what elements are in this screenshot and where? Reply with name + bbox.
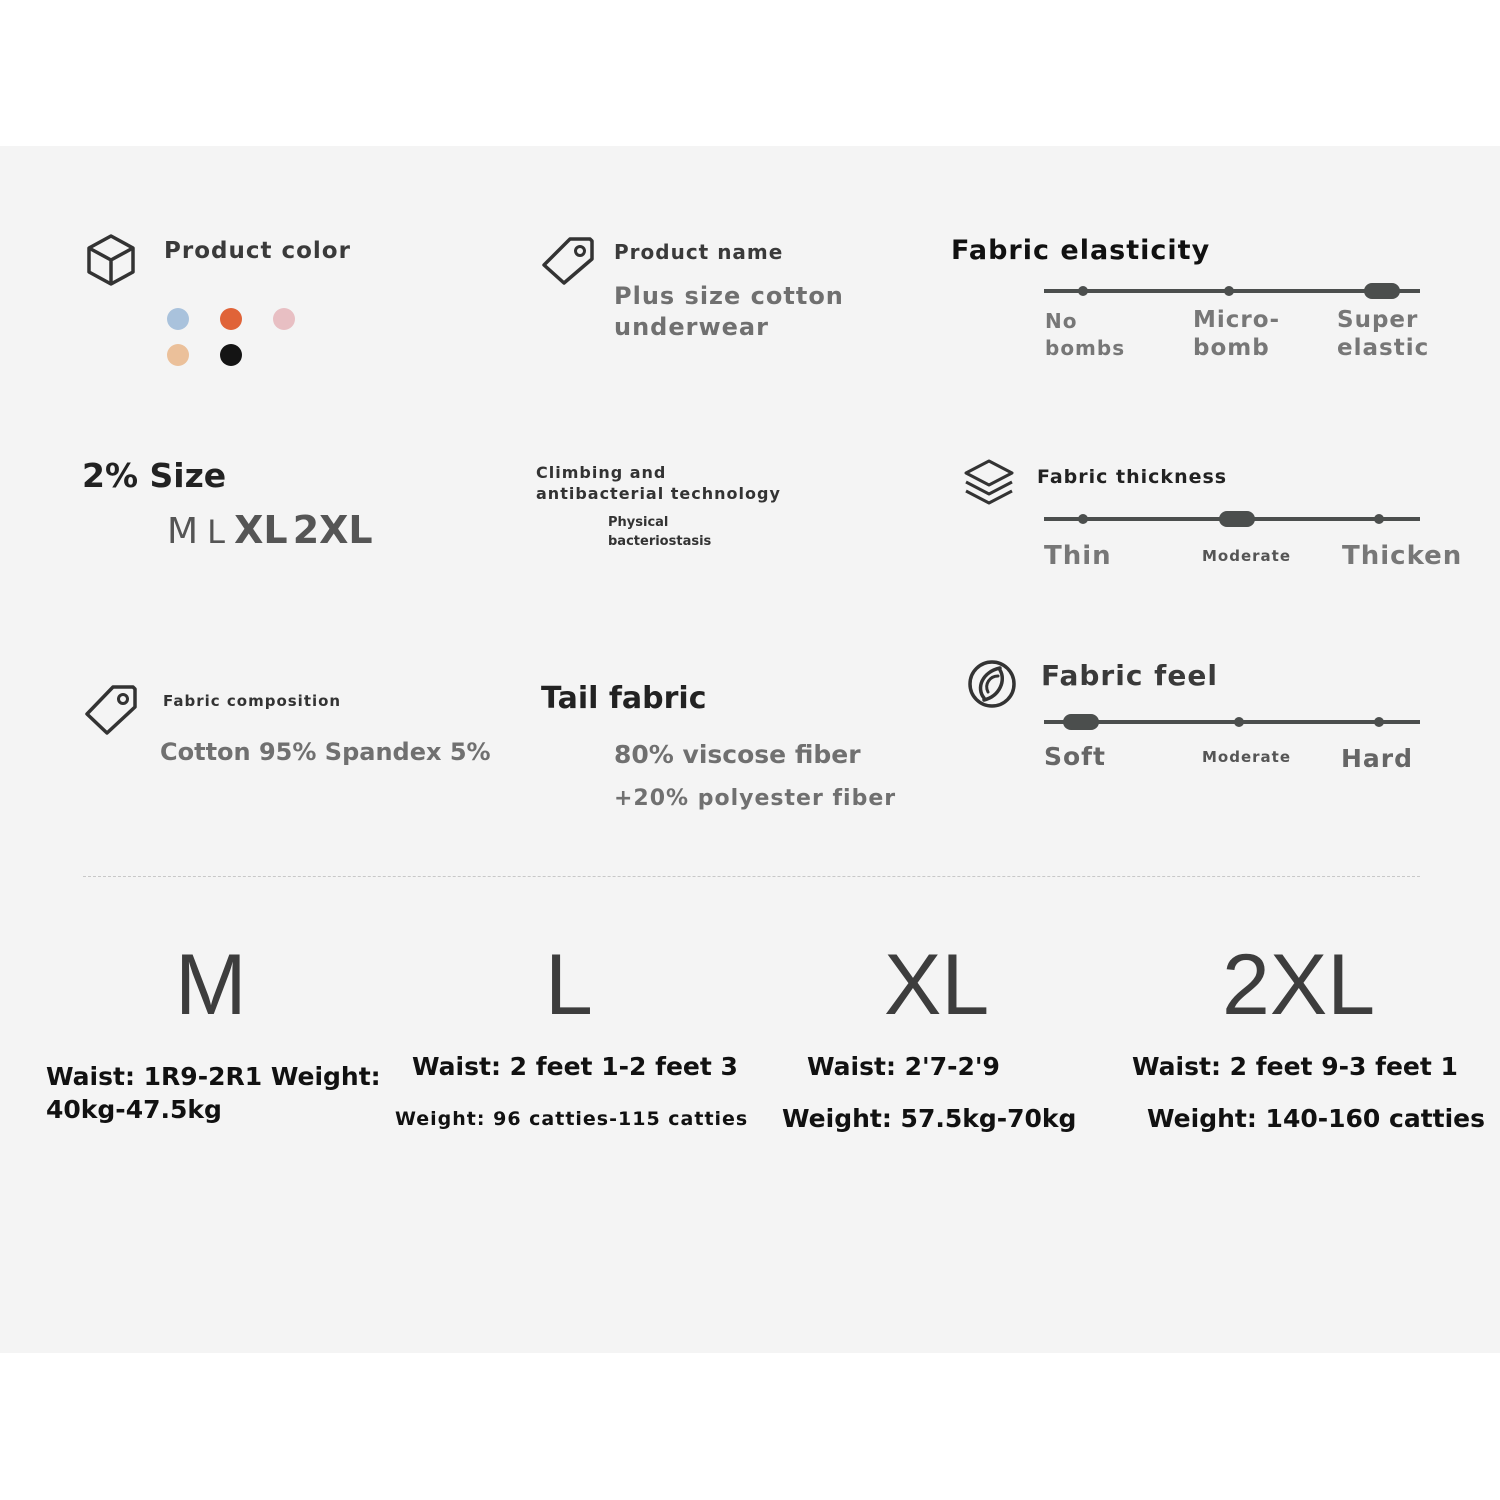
technology-sub1: Physical xyxy=(608,515,669,530)
feel-marker-3 xyxy=(1374,717,1384,727)
fabric-elasticity-title: Fabric elasticity xyxy=(951,235,1211,266)
size-chart-m-line1: Waist: 1R9-2R1 Weight: xyxy=(46,1062,381,1091)
size-chart-l-line2: Weight: 96 catties-115 catties xyxy=(395,1108,749,1130)
size-chart-l-label: L xyxy=(545,937,593,1033)
elasticity-label-1b: bombs xyxy=(1045,336,1126,360)
elasticity-label-2b: bomb xyxy=(1193,335,1270,361)
feel-marker-2 xyxy=(1234,717,1244,727)
size-chart-2xl-label: 2XL xyxy=(1222,937,1376,1033)
size-title: 2% Size xyxy=(82,456,227,495)
section-divider xyxy=(83,876,1420,877)
size-chart-m-line2: 40kg-47.5kg xyxy=(46,1095,222,1124)
tag-icon xyxy=(83,683,139,737)
thickness-marker-1 xyxy=(1078,514,1088,524)
thickness-marker-3 xyxy=(1374,514,1384,524)
elasticity-marker-3-selected xyxy=(1364,283,1400,299)
thickness-marker-2-selected xyxy=(1219,511,1255,527)
cube-icon xyxy=(85,233,137,287)
tail-fabric-line2: +20% polyester fiber xyxy=(614,786,897,811)
fabric-composition-value: Cotton 95% Spandex 5% xyxy=(160,738,491,766)
elasticity-label-3a: Super xyxy=(1337,307,1419,333)
size-option-l: L xyxy=(207,513,225,551)
product-color-title: Product color xyxy=(164,238,351,264)
product-name-line1: Plus size cotton xyxy=(614,282,844,310)
elasticity-label-2a: Micro- xyxy=(1193,307,1281,333)
size-chart-2xl-line1: Waist: 2 feet 9-3 feet 1 xyxy=(1132,1052,1458,1081)
tail-fabric-title: Tail fabric xyxy=(541,681,707,716)
size-option-m: M xyxy=(167,511,199,552)
fabric-composition-title: Fabric composition xyxy=(163,692,342,710)
thickness-label-1: Thin xyxy=(1044,541,1112,571)
feel-marker-1-selected xyxy=(1063,714,1099,730)
thickness-label-3: Thicken xyxy=(1342,541,1463,571)
color-swatch[interactable] xyxy=(167,344,189,366)
color-swatch[interactable] xyxy=(167,308,189,330)
thickness-label-2: Moderate xyxy=(1202,547,1292,565)
color-swatch[interactable] xyxy=(273,308,295,330)
technology-sub2: bacteriostasis xyxy=(608,534,712,549)
feel-label-3: Hard xyxy=(1341,744,1414,773)
color-swatch[interactable] xyxy=(220,344,242,366)
elasticity-label-3b: elastic xyxy=(1337,335,1430,361)
fabric-feel-title: Fabric feel xyxy=(1041,659,1218,692)
size-option-2xl: 2XL xyxy=(292,508,373,552)
color-swatch[interactable] xyxy=(220,308,242,330)
size-chart-xl-line2: Weight: 57.5kg-70kg xyxy=(782,1104,1077,1133)
feel-label-2: Moderate xyxy=(1202,748,1292,766)
size-chart-xl-line1: Waist: 2'7-2'9 xyxy=(807,1052,1000,1081)
tag-icon xyxy=(540,235,596,287)
size-chart-m-label: M xyxy=(175,937,247,1033)
tail-fabric-line1: 80% viscose fiber xyxy=(614,740,861,769)
size-chart-l-line1: Waist: 2 feet 1-2 feet 3 xyxy=(412,1052,738,1081)
feel-scale-line xyxy=(1044,720,1420,724)
elasticity-marker-1 xyxy=(1078,286,1088,296)
size-chart-xl-label: XL xyxy=(884,937,990,1033)
size-options xyxy=(167,508,373,552)
product-name-title: Product name xyxy=(614,240,784,264)
product-name-line2: underwear xyxy=(614,313,769,341)
swirl-icon xyxy=(966,658,1018,710)
technology-line1: Climbing and xyxy=(536,463,667,482)
feel-label-1: Soft xyxy=(1044,742,1107,771)
elasticity-marker-2 xyxy=(1224,286,1234,296)
layers-icon xyxy=(962,457,1016,511)
size-option-xl: XL xyxy=(234,508,288,552)
technology-line2: antibacterial technology xyxy=(536,484,781,503)
elasticity-label-1a: No xyxy=(1045,309,1078,333)
size-chart-2xl-line2: Weight: 140-160 catties xyxy=(1147,1104,1486,1133)
fabric-thickness-title: Fabric thickness xyxy=(1037,466,1228,488)
